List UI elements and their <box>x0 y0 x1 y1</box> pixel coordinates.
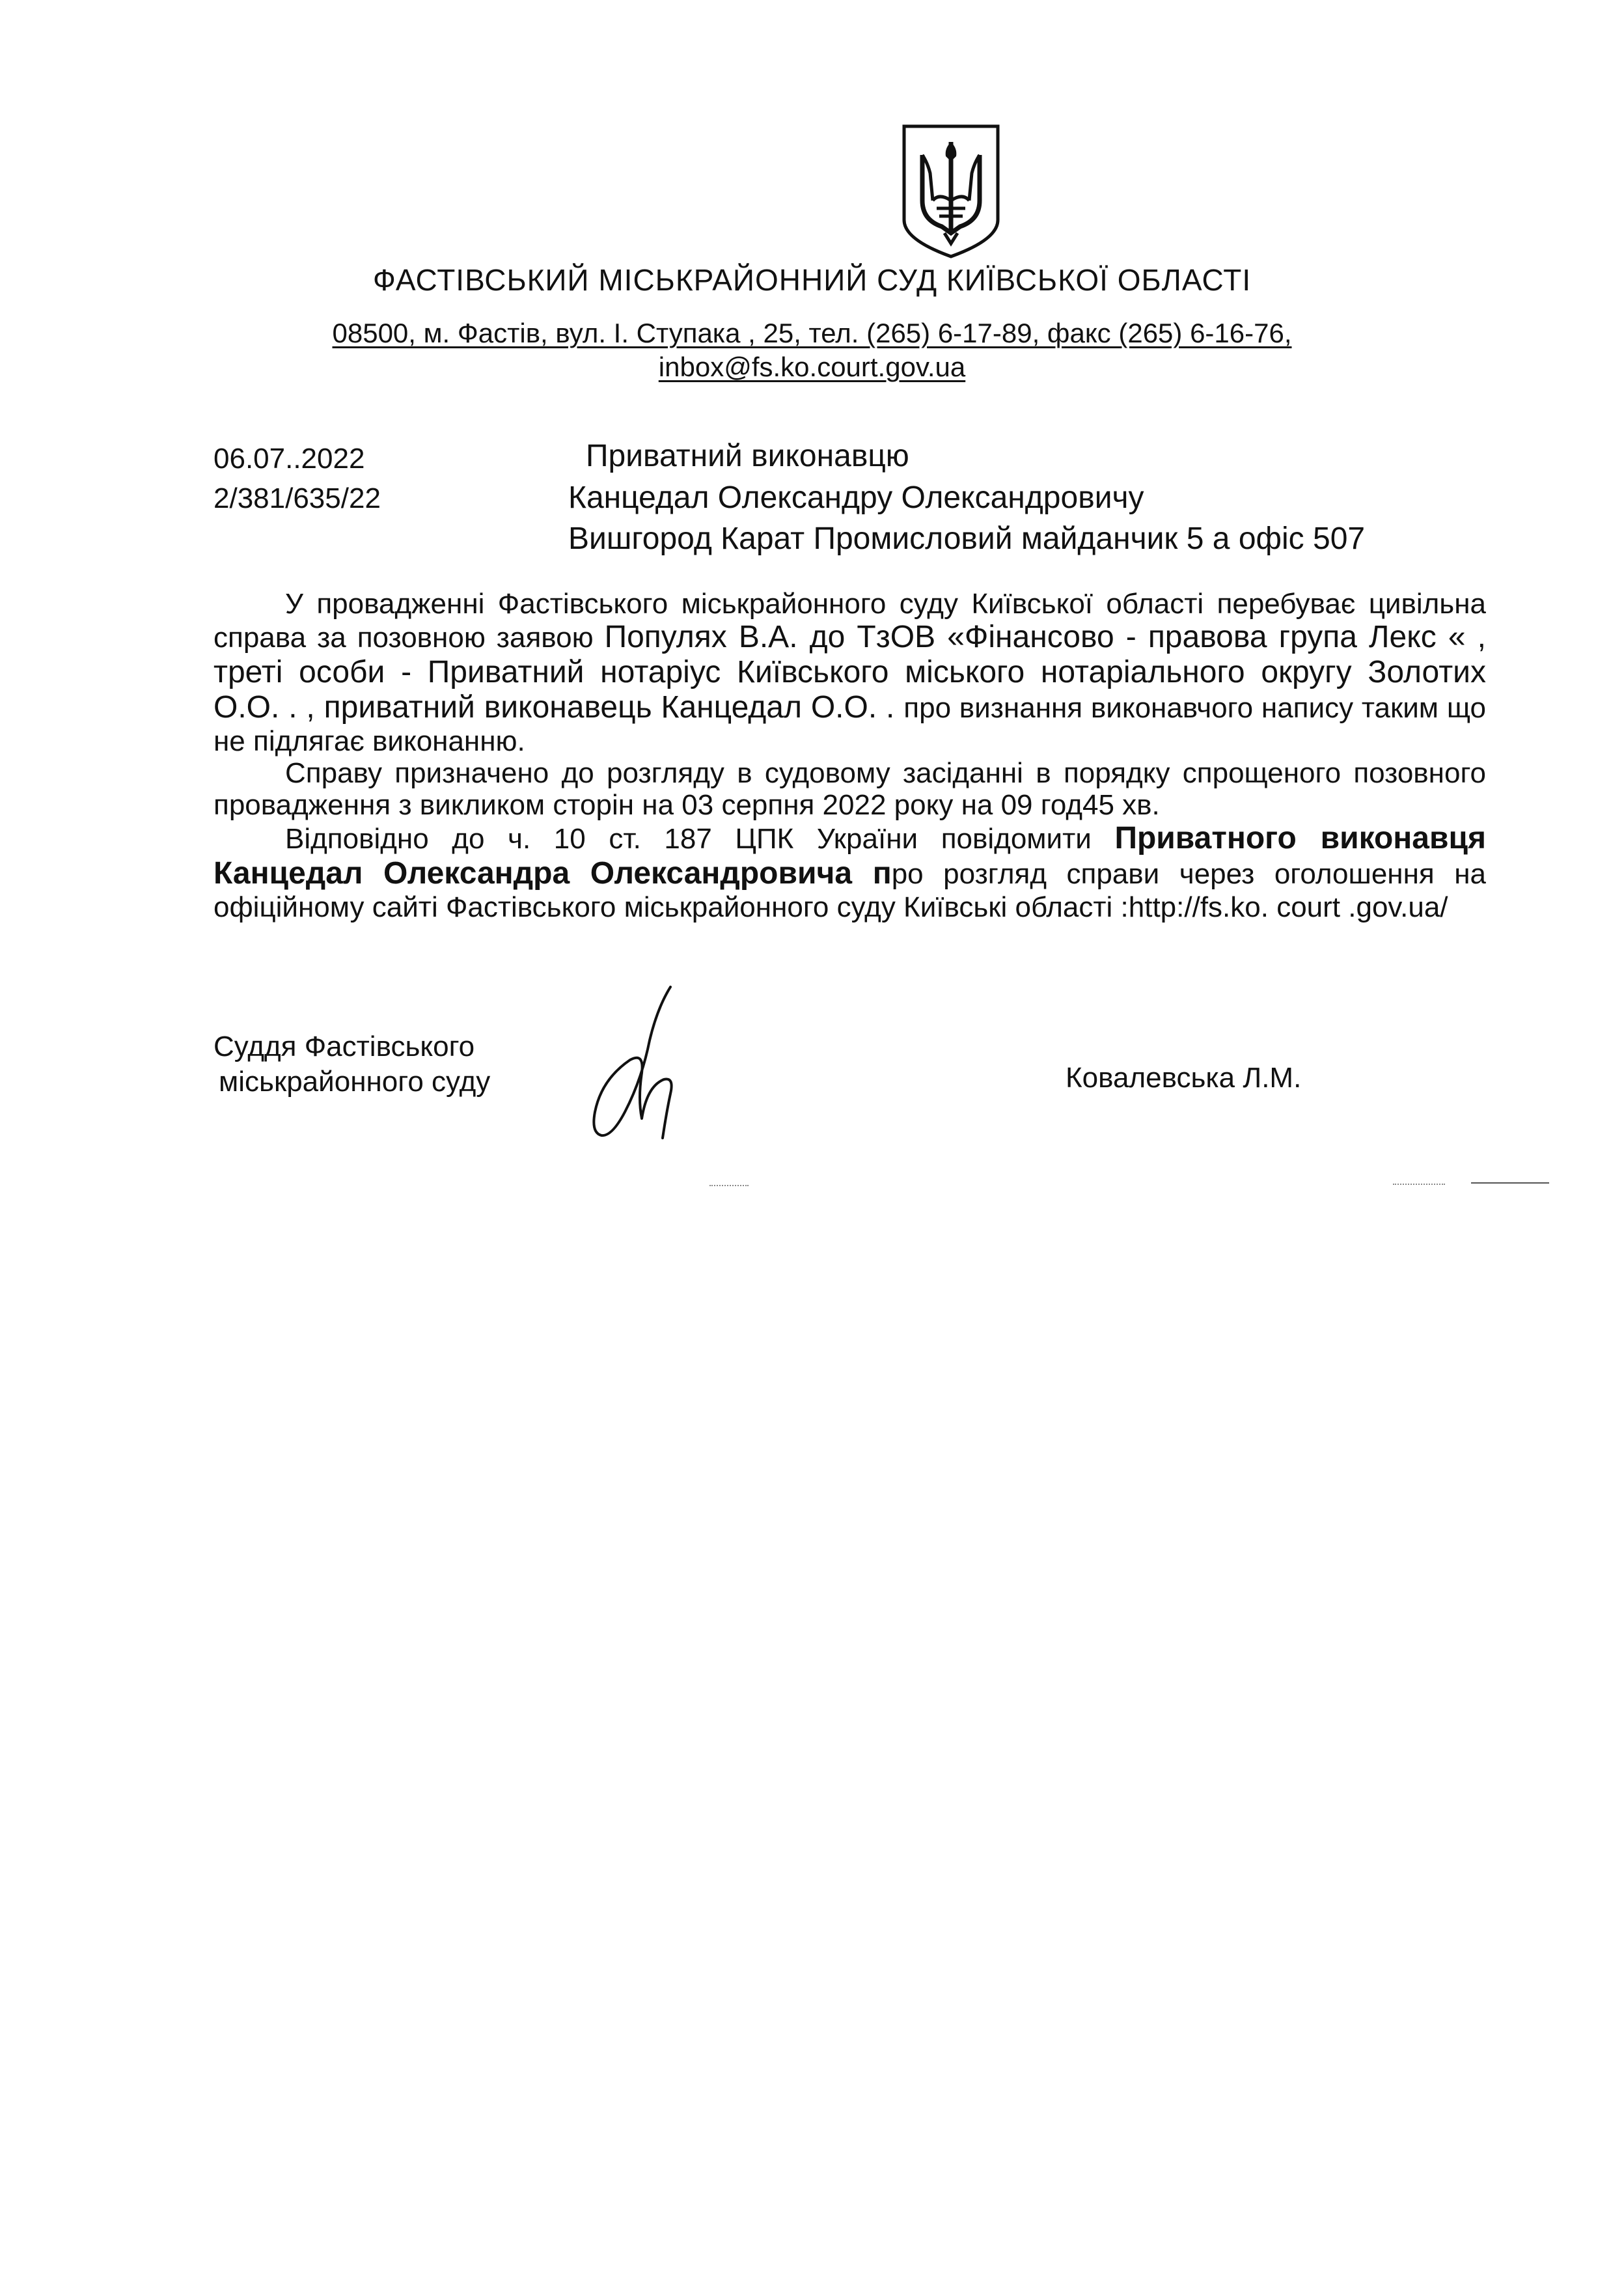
paragraph-notification-part2: ро розгляд справи через оголошення на офіційному сайті Фастівського міськрайонного суду Київські області :http://fs.ko. court .gov.ua/ <box>213 858 1486 923</box>
judge-title-line1: Суддя Фастівського <box>213 1031 475 1062</box>
scan-artifact <box>1471 1182 1549 1184</box>
court-address: 08500, м. Фастів, вул. І. Ступака , 25, тел. (265) 6-17-89, факс (265) 6-16-76, <box>332 318 1292 348</box>
judge-title <box>213 1029 490 1099</box>
paragraph-notification-bold: Приватного виконавця Канцедал Олександра Олександровича п <box>213 821 1486 891</box>
paragraph-case-info-part3: про визнання виконавчого напису таким що не підлягає виконанню. <box>213 691 1486 757</box>
document-date: 06.07..2022 <box>213 443 365 475</box>
coat-of-arms-icon <box>899 122 1003 260</box>
judge-name: Ковалевська Л.М. <box>1066 1062 1302 1094</box>
scan-artifact <box>1393 1184 1445 1185</box>
handwritten-signature-icon <box>579 982 690 1145</box>
scan-artifact <box>709 1185 749 1186</box>
court-email-link[interactable]: inbox@fs.ko.court.gov.ua <box>658 352 966 382</box>
court-name: ФАСТІВСЬКИЙ МІСЬКРАЙОННИЙ СУД КИЇВСЬКОЇ ОБЛАСТІ <box>372 263 1252 297</box>
letter-body <box>213 588 1486 923</box>
judge-title-line2: міськрайонного суду <box>219 1065 491 1098</box>
case-number: 2/381/635/22 <box>213 482 381 514</box>
recipient-address: Вишгород Карат Промисловий майданчик 5 а офіс 507 <box>568 521 1366 556</box>
paragraph-case-info-part1: У провадженні Фастівського міськрайонного суду Київської області перебуває цивільна справа за позовною заявою <box>213 588 1486 654</box>
paragraph-notification <box>213 821 1486 923</box>
paragraph-case-info-parties: Популях В.А. до ТзОВ «Фінансово - правова група Лекс « , треті особи - Приватний нотаріус Київського міського нотаріального округу Золотих О.О. . , приватний виконавець Канцедал О.О. . <box>213 620 1486 725</box>
recipient-title: Приватний виконавцю <box>586 439 909 473</box>
recipient-name: Канцедал Олександру Олександровичу <box>568 480 1144 515</box>
paragraph-hearing-date: Справу призначено до розгляду в судовому засіданні в порядку спрощеного позовного провадження з викликом сторін на 03 серпня 2022 року на 09 год45 хв. <box>213 757 1486 822</box>
paragraph-notification-part1: Відповідно до ч. 10 ст. 187 ЦПК України повідомити <box>285 823 1115 855</box>
paragraph-case-info <box>213 588 1486 757</box>
